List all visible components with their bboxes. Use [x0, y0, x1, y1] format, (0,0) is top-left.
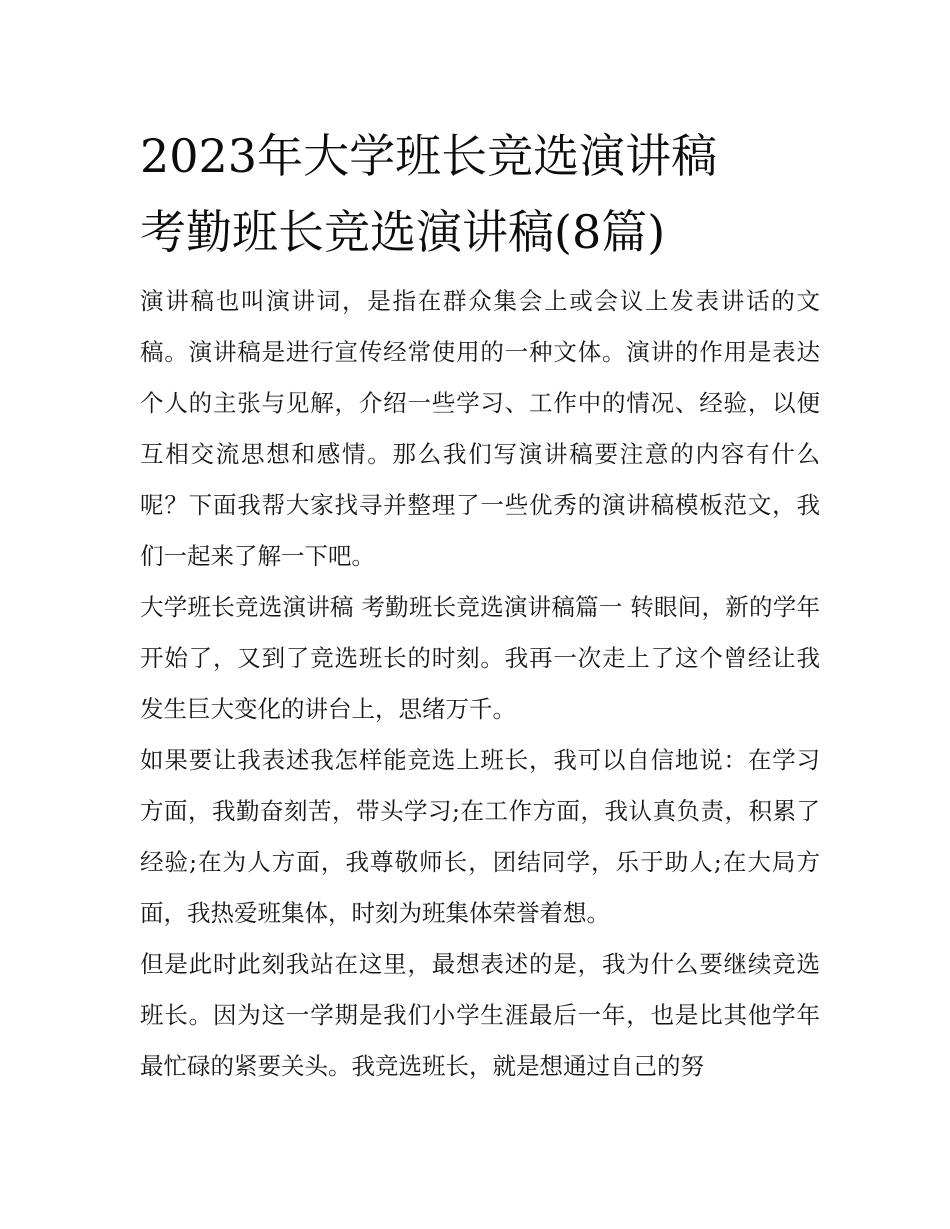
- title-line-1: 2023年大学班长竞选演讲稿: [140, 129, 718, 183]
- paragraph-motivation: 但是此时此刻我站在这里，最想表述的是，我为什么要继续竞选班长。因为这一学期是我们小学生涯最后一年，也是比其他学年最忙碌的紧要关头。我竞选班长，就是想通过自己的努: [140, 950, 820, 1080]
- paragraph-qualifications: 如果要让我表述我怎样能竞选上班长，我可以自信地说：在学习方面，我勤奋刻苦，带头学习;在工作方面，我认真负责，积累了经验;在为人方面，我尊敬师长，团结同学，乐于助人;在大局方面，我热爱班集体，时刻为班集体荣誉着想。: [140, 746, 820, 927]
- document-title: [140, 118, 820, 270]
- paragraph-opening: 大学班长竞选演讲稿 考勤班长竞选演讲稿篇一 转眼间，新的学年开始了，又到了竞选班长的时刻。我再一次走上了这个曾经让我发生巨大变化的讲台上，思绪万千。: [140, 593, 820, 723]
- paragraph-intro: 演讲稿也叫演讲词，是指在群众集会上或会议上发表讲话的文稿。演讲稿是进行宣传经常使用的一种文体。演讲的作用是表达个人的主张与见解，介绍一些学习、工作中的情况、经验，以便互相交流思想和感情。那么我们写演讲稿要注意的内容有什么呢？下面我帮大家找寻并整理了一些优秀的演讲稿模板范文，我们一起来了解一下吧。: [140, 287, 820, 570]
- title-line-2: 考勤班长竞选演讲稿(8篇): [140, 205, 666, 259]
- document-body: [140, 276, 820, 1092]
